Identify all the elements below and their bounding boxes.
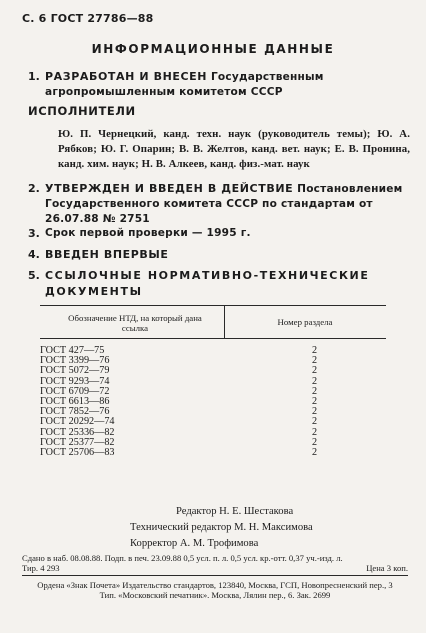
- table-row-section: 2: [312, 365, 318, 377]
- table-row-document: ГОСТ 25336—82: [40, 426, 115, 438]
- table-row-section: 2: [312, 355, 318, 367]
- table-row-document: ГОСТ 20292—74: [40, 416, 115, 428]
- section-text: Государственным агропромышленным комитетом СССР: [45, 71, 324, 98]
- section-number: 3.: [28, 227, 40, 240]
- section-text: Постановлением Государственного комитета СССР по стандартам от 26.07.88 № 2751: [45, 183, 403, 225]
- contributors-heading: ИСПОЛНИТЕЛИ: [28, 104, 136, 118]
- table-row-section: 2: [312, 375, 318, 387]
- table-row-section: 2: [312, 396, 318, 407]
- publisher-block: [22, 580, 408, 600]
- table-row-document: ГОСТ 9293—74: [40, 375, 110, 387]
- table-row-section: 2: [312, 416, 318, 428]
- column-header-section: Номер раздела: [277, 317, 333, 327]
- table-row-section: 2: [312, 385, 318, 397]
- section-number: 1.: [28, 70, 40, 83]
- table-rule-top: [40, 305, 386, 306]
- section-4: [28, 247, 414, 263]
- section-number: 2.: [28, 182, 40, 195]
- table-row-document: ГОСТ 25706—83: [40, 447, 115, 458]
- table-row-section: 2: [312, 447, 318, 458]
- section-2: [28, 181, 414, 227]
- imprint-run-price: [22, 563, 408, 573]
- publisher-line: Ордена «Знак Почета» Издательство стандартов, 123840, Москва, ГСП, Новопресненский пер., 3: [37, 580, 393, 590]
- section-heading: УТВЕРЖДЕН И ВВЕДЕН В ДЕЙСТВИЕ: [45, 182, 294, 195]
- printer-line: Тип. «Московский печатник». Москва, Лялин пер., 6. Зак. 2699: [99, 590, 331, 600]
- table-row-section: 2: [312, 426, 318, 438]
- table-row-document: ГОСТ 25377—82: [40, 436, 115, 448]
- table-row-document: ГОСТ 6709—72: [40, 385, 110, 397]
- corrector-line: Корректор А. М. Трофимова: [130, 538, 259, 549]
- section-number: 4.: [28, 248, 40, 261]
- section-number: 5.: [28, 269, 40, 282]
- imprint-block: [22, 553, 408, 573]
- reference-table: [40, 305, 386, 465]
- section-heading: ССЫЛОЧНЫЕ НОРМАТИВНО-ТЕХНИЧЕСКИЕ ДОКУМЕНТЫ: [45, 269, 370, 298]
- imprint-rule: [22, 575, 408, 576]
- table-row-document: ГОСТ 5072—79: [40, 365, 110, 377]
- imprint-dates: Сдано в наб. 08.08.88. Подп. в печ. 23.09.88 0,5 усл. п. л. 0,5 усл. кр.-отт. 0,37 уч.-изд. л.: [22, 553, 343, 563]
- section-heading: ВВЕДЕН ВПЕРВЫЕ: [45, 248, 169, 261]
- tech-editor-line: Технический редактор М. Н. Максимова: [130, 522, 313, 533]
- section-heading: РАЗРАБОТАН И ВНЕСЕН: [45, 70, 208, 83]
- table-row-document: ГОСТ 7852—76: [40, 406, 110, 418]
- section-5: [28, 268, 414, 300]
- table-row-section: 2: [312, 436, 318, 448]
- table-row-document: ГОСТ 6613—86: [40, 396, 110, 407]
- section-1: [28, 69, 414, 100]
- price: Цена 3 коп.: [366, 563, 408, 573]
- contributors-list: Ю. П. Чернецкий, канд. техн. наук (руководитель темы); Ю. А. Рябков; Ю. Г. Опарин; В. В. Желтов, канд. вет. наук; Е. В. Пронина, канд. хим. наук; Н. В. Алкеев, канд. физ.-мат. наук: [58, 128, 410, 171]
- page-header: С. 6 ГОСТ 27786—88: [22, 12, 154, 25]
- editor-line: Редактор Н. Е. Шестакова: [176, 506, 294, 517]
- print-run: Тир. 4 293: [22, 563, 60, 573]
- editors-block: [0, 504, 426, 552]
- document-title: ИНФОРМАЦИОННЫЕ ДАННЫЕ: [91, 42, 335, 56]
- section-3: [28, 226, 414, 241]
- column-header-document: Обозначение НТД, на который дана ссылка: [68, 313, 202, 333]
- section-text: Срок первой проверки — 1995 г.: [45, 227, 251, 239]
- table-row-document: ГОСТ 427—75: [40, 345, 105, 356]
- table-row-section: 2: [312, 406, 318, 418]
- table-row-document: ГОСТ 3399—76: [40, 355, 110, 367]
- table-rule-header: [40, 338, 386, 339]
- table-row-section: 2: [312, 345, 318, 356]
